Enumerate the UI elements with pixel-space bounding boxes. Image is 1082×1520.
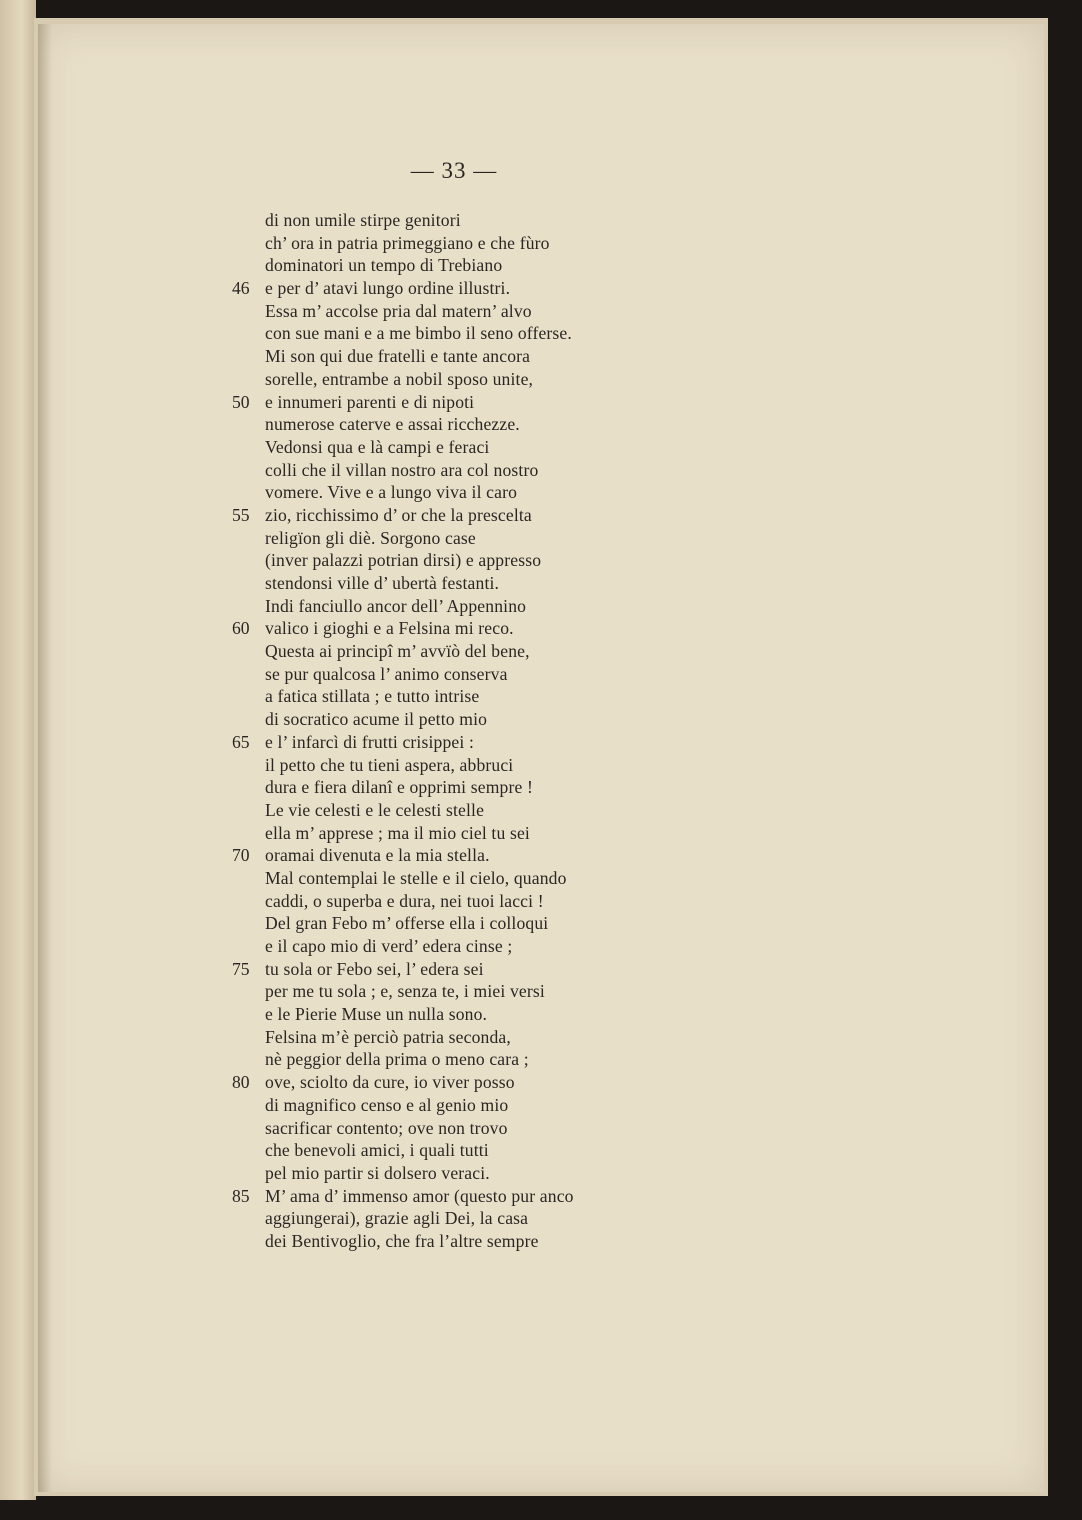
poem-line <box>0 1207 1000 1230</box>
line-text: di non umile stirpe genitori <box>265 210 461 230</box>
line-text: Felsina m’è perciò patria seconda, <box>265 1026 511 1047</box>
line-text: Mal contemplai le stelle e il cielo, quando <box>265 867 567 888</box>
poem-line <box>0 844 1000 867</box>
poem-line <box>0 1003 1000 1026</box>
poem-line <box>0 322 1000 345</box>
line-number: 70 <box>232 845 250 866</box>
poem-line <box>0 254 1000 277</box>
line-text: religïon gli diè. Sorgono case <box>265 527 476 548</box>
page-number: — 33 — <box>410 158 498 183</box>
line-number: 75 <box>232 958 250 979</box>
poem-line <box>0 867 1000 890</box>
line-text: tu sola or Febo sei, l’ edera sei <box>265 958 484 979</box>
line-text: oramai divenuta e la mia stella. <box>265 845 490 866</box>
line-number: 80 <box>232 1072 250 1093</box>
poem-line <box>0 1230 1000 1253</box>
poem-line <box>0 1048 1000 1071</box>
poem-line <box>0 436 1000 459</box>
line-text: ove, sciolto da cure, io viver posso <box>265 1072 515 1093</box>
poem-line <box>0 504 1000 527</box>
line-text: Vedonsi qua e là campi e feraci <box>265 436 490 457</box>
line-text: e innumeri parenti e di nipoti <box>265 391 475 412</box>
line-text: aggiungerai), grazie agli Dei, la casa <box>265 1208 529 1229</box>
line-text: che benevoli amici, i quali tutti <box>265 1140 489 1161</box>
poem-line <box>0 549 1000 572</box>
line-text: Questa ai principî m’ avvïò del bene, <box>265 641 530 662</box>
poem-line <box>0 300 1000 323</box>
line-text: vomere. Vive e a lungo viva il caro <box>265 482 518 503</box>
poem-body <box>0 209 1000 1253</box>
line-text: valico i gioghi e a Felsina mi reco. <box>265 618 514 639</box>
poem-line <box>0 822 1000 845</box>
poem-line <box>0 685 1000 708</box>
line-text: M’ ama d’ immenso amor (questo pur anco <box>265 1185 574 1206</box>
line-text: nè peggior della prima o meno cara ; <box>265 1049 529 1070</box>
poem-line <box>0 754 1000 777</box>
poem-line <box>0 663 1000 686</box>
poem-line <box>0 912 1000 935</box>
line-text: se pur qualcosa l’ animo conserva <box>265 663 508 684</box>
poem-line <box>0 232 1000 255</box>
poem-line <box>0 345 1000 368</box>
line-text: ella m’ apprese ; ma il mio ciel tu sei <box>265 822 530 843</box>
poem-line <box>0 958 1000 981</box>
poem-line <box>0 776 1000 799</box>
line-text: ch’ ora in patria primeggiano e che fùro <box>265 232 550 253</box>
line-text: zio, ricchissimo d’ or che la prescelta <box>265 504 532 525</box>
line-text: colli che il villan nostro ara col nostro <box>265 459 539 480</box>
line-text: dei Bentivoglio, che fra l’altre sempre <box>265 1230 539 1251</box>
poem-line <box>0 413 1000 436</box>
line-number: 85 <box>232 1185 250 1206</box>
line-text: Essa m’ accolse pria dal matern’ alvo <box>265 300 532 321</box>
poem-line <box>0 595 1000 618</box>
poem-line <box>0 980 1000 1003</box>
poem-line <box>0 209 1000 232</box>
line-number: 50 <box>232 391 250 412</box>
poem-line <box>0 459 1000 482</box>
line-number: 46 <box>232 278 250 299</box>
line-number: 65 <box>232 731 250 752</box>
poem-line <box>0 935 1000 958</box>
line-text: sacrificar contento; ove non trovo <box>265 1117 508 1138</box>
line-text: e l’ infarcì di frutti crisippei : <box>265 731 474 752</box>
line-number: 60 <box>232 618 250 639</box>
line-text: dominatori un tempo di Trebiano <box>265 255 503 276</box>
line-text: (inver palazzi potrian dirsi) e appresso <box>265 550 542 571</box>
poem-line <box>0 1094 1000 1117</box>
line-text: di magnifico censo e al genio mio <box>265 1094 509 1115</box>
poem-line <box>0 1162 1000 1185</box>
line-number: 55 <box>232 504 250 525</box>
line-text: caddi, o superba e dura, nei tuoi lacci ! <box>265 890 544 911</box>
line-text: dura e fiera dilanî e opprimi sempre ! <box>265 777 534 798</box>
poem-line <box>0 1071 1000 1094</box>
poem-line <box>0 527 1000 550</box>
poem-line <box>0 890 1000 913</box>
line-text: il petto che tu tieni aspera, abbruci <box>265 754 514 775</box>
poem-line <box>0 368 1000 391</box>
line-text: pel mio partir si dolsero veraci. <box>265 1162 490 1183</box>
line-text: sorelle, entrambe a nobil sposo unite, <box>265 368 534 389</box>
line-text: numerose caterve e assai ricchezze. <box>265 414 520 435</box>
poem-line <box>0 799 1000 822</box>
line-text: e il capo mio di verd’ edera cinse ; <box>265 936 513 956</box>
line-text: di socratico acume il petto mio <box>265 709 488 730</box>
line-text: per me tu sola ; e, senza te, i miei versi <box>265 981 545 1002</box>
poem-line <box>0 731 1000 754</box>
poem-line <box>0 1185 1000 1208</box>
poem-line <box>0 1139 1000 1162</box>
poem-line <box>0 391 1000 414</box>
line-text: e per d’ atavi lungo ordine illustri. <box>265 278 511 299</box>
poem-line <box>0 708 1000 731</box>
line-text: a fatica stillata ; e tutto intrise <box>265 686 480 707</box>
line-text: e le Pierie Muse un nulla sono. <box>265 1004 488 1025</box>
poem-line <box>0 277 1000 300</box>
line-text: Mi son qui due fratelli e tante ancora <box>265 346 531 367</box>
line-text: con sue mani e a me bimbo il seno offerse. <box>265 323 572 344</box>
poem-line <box>0 617 1000 640</box>
poem-line <box>0 640 1000 663</box>
poem-line <box>0 481 1000 504</box>
line-text: Del gran Febo m’ offerse ella i colloqui <box>265 913 549 934</box>
poem-line <box>0 572 1000 595</box>
line-text: Le vie celesti e le celesti stelle <box>265 799 485 820</box>
poem-line <box>0 1026 1000 1049</box>
line-text: Indi fanciullo ancor dell’ Appennino <box>265 595 527 616</box>
line-text: stendonsi ville d’ ubertà festanti. <box>265 573 500 593</box>
poem-line <box>0 1117 1000 1140</box>
